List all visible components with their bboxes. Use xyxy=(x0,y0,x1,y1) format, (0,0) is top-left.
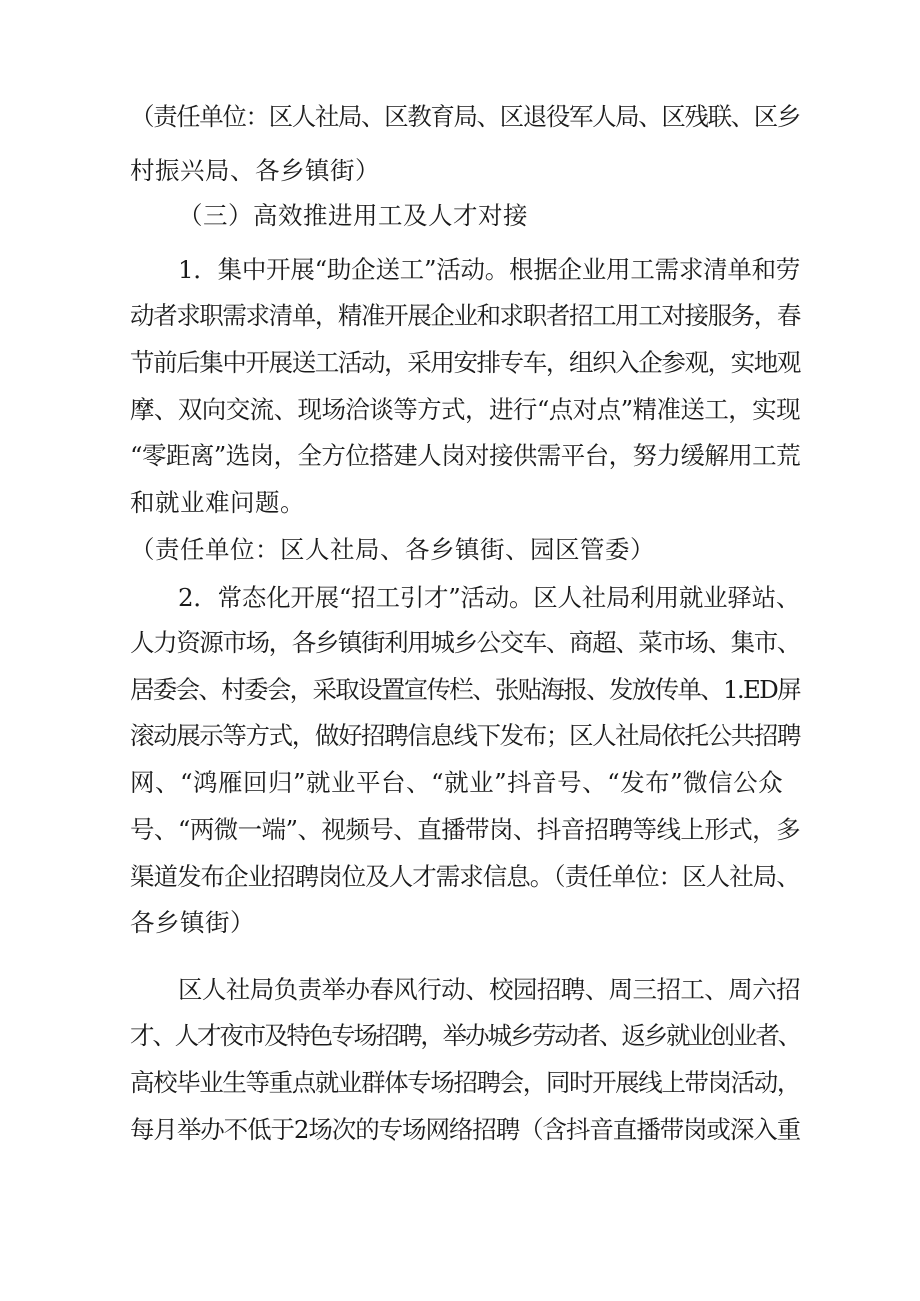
text-line: 号、“两微一端”、视频号、直播带岗、抖音招聘等线上形式，多 xyxy=(130,815,801,844)
text-line: （责任单位：区人社局、各乡镇街、园区管委） xyxy=(130,535,655,564)
text-line: 动者求职需求清单，精准开展企业和求职者招工用工对接服务，春 xyxy=(130,301,800,330)
text-line: 和就业难问题。 xyxy=(130,488,305,517)
text-line: 1．集中开展“助企送工”活动。根据企业用工需求清单和劳 xyxy=(178,255,801,284)
text-line: 渠道发布企业招聘岗位及人才需求信息。（责任单位：区人社局、 xyxy=(130,862,800,891)
text-line: 摩、双向交流、现场洽谈等方式，进行“点对点”精准送工，实现 xyxy=(130,395,801,424)
text-line: 高校毕业生等重点就业群体专场招聘会，同时开展线上带岗活动， xyxy=(130,1068,800,1097)
text-line: 居委会、村委会，采取设置宣传栏、张贴海报、发放传单、1.ED屏 xyxy=(130,675,800,704)
text-line: 各乡镇街） xyxy=(130,908,255,937)
text-line: 滚动展示等方式，做好招聘信息线下发布；区人社局依托公共招聘 xyxy=(130,721,800,750)
text-line: “零距离”选岗，全方位搭建人岗对接供需平台，努力缓解用工荒 xyxy=(130,441,801,470)
text-line: 2．常态化开展“招工引才”活动。区人社局利用就业驿站、 xyxy=(178,583,801,612)
text-line: 人力资源市场，各乡镇街利用城乡公交车、商超、菜市场、集市、 xyxy=(130,628,800,657)
text-line: 每月举办不低于2场次的专场网络招聘（含抖音直播带岗或深入重 xyxy=(130,1115,801,1144)
text-line: 村振兴局、各乡镇街） xyxy=(130,156,380,185)
text-line: 网、“鸿雁回归”就业平台、“就业”抖音号、“发布”微信公众 xyxy=(130,768,784,797)
text-line: 区人社局负责举办春风行动、校园招聘、周三招工、周六招 xyxy=(178,975,800,1004)
section-heading: （三）高效推进用工及人才对接 xyxy=(178,201,528,230)
text-line: 才、人才夜市及特色专场招聘，举办城乡劳动者、返乡就业创业者、 xyxy=(130,1021,800,1050)
text-line: （责任单位：区人社局、区教育局、区退役军人局、区残联、区乡 xyxy=(130,102,800,131)
text-line: 节前后集中开展送工活动，采用安排专车，组织入企参观，实地观 xyxy=(130,348,800,377)
